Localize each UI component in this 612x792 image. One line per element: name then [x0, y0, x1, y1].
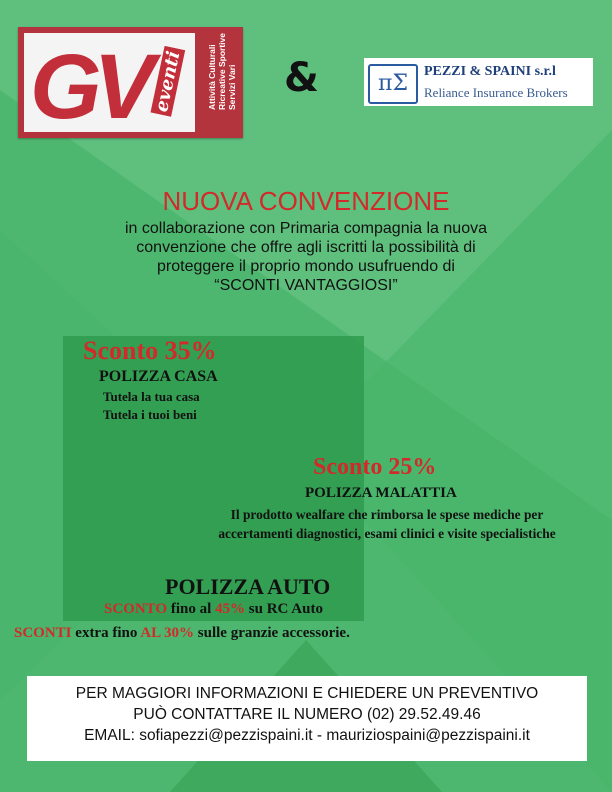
auto-line-extra-label: SCONTI	[14, 625, 72, 641]
casa-line: Tutela i tuoi beni	[103, 407, 197, 422]
gv-logo-plate	[24, 33, 196, 132]
gv-logo-script: eventi	[151, 46, 186, 116]
headline: NUOVA CONVENZIONE	[162, 186, 450, 216]
gv-logo-strip	[195, 27, 243, 138]
pezzi-spaini-logo	[364, 58, 593, 106]
auto-line-rc-text: fino al	[167, 601, 216, 617]
auto-line-extra-text: extra fino	[71, 625, 141, 641]
contact-line-email: EMAIL: sofiapezzi@pezzispaini.it - mauriziospaini@pezzispaini.it	[84, 727, 530, 744]
contact-line-phone: PUÒ CONTATTARE IL NUMERO (02) 29.52.49.46	[133, 706, 481, 723]
gv-tagline-line: Ricreative Sportive	[217, 33, 227, 111]
malattia-discount: Sconto 25%	[313, 454, 437, 480]
intro-text	[80, 219, 532, 295]
auto-line-rc	[104, 601, 323, 618]
casa-line: Tutela la tua casa	[103, 389, 200, 404]
pezzi-spaini-name: PEZZI & SPAINI s.r.l	[424, 64, 556, 79]
malattia-description	[162, 505, 612, 543]
malattia-title: POLIZZA MALATTIA	[305, 485, 457, 501]
intro-line: in collaborazione con Primaria compagnia la nuova	[125, 220, 487, 237]
contact-line-info: PER MAGGIORI INFORMAZIONI E CHIEDERE UN PREVENTIVO	[75, 685, 539, 702]
pezzi-spaini-symbol-icon: πΣ	[368, 64, 418, 104]
gv-tagline-line: Servizi Vari	[227, 64, 237, 111]
auto-line-extra	[14, 625, 350, 642]
casa-title: POLIZZA CASA	[99, 368, 218, 385]
auto-title: POLIZZA AUTO	[165, 574, 331, 599]
auto-line-extra-text: sulle granzie accessorie.	[194, 625, 350, 641]
gv-eventi-logo	[18, 27, 243, 138]
casa-discount: Sconto 35%	[83, 336, 217, 365]
malattia-line: Il prodotto wealfare che rimborsa le spese mediche per	[230, 507, 544, 522]
auto-line-rc-text: su RC Auto	[245, 601, 323, 617]
auto-line-extra-percent: AL 30%	[140, 625, 195, 641]
intro-line: proteggere il proprio mondo usufruendo di	[157, 258, 455, 275]
malattia-line: accertamenti diagnostici, esami clinici e visite specialistiche	[218, 526, 556, 541]
intro-line: “SCONTI VANTAGGIOSI”	[214, 277, 398, 294]
pezzi-spaini-subtitle: Reliance Insurance Brokers	[424, 85, 568, 100]
ampersand: &	[284, 55, 319, 101]
gv-logo-tagline	[207, 33, 237, 110]
contact-box	[27, 676, 587, 761]
gv-tagline-line: Attività Culturali	[207, 44, 217, 111]
auto-line-rc-label: SCONTO	[104, 601, 168, 617]
auto-line-rc-percent: 45%	[215, 601, 246, 617]
gv-logo-mark: GV	[30, 36, 147, 132]
intro-line: convenzione che offre agli iscritti la possibilità di	[136, 239, 476, 256]
